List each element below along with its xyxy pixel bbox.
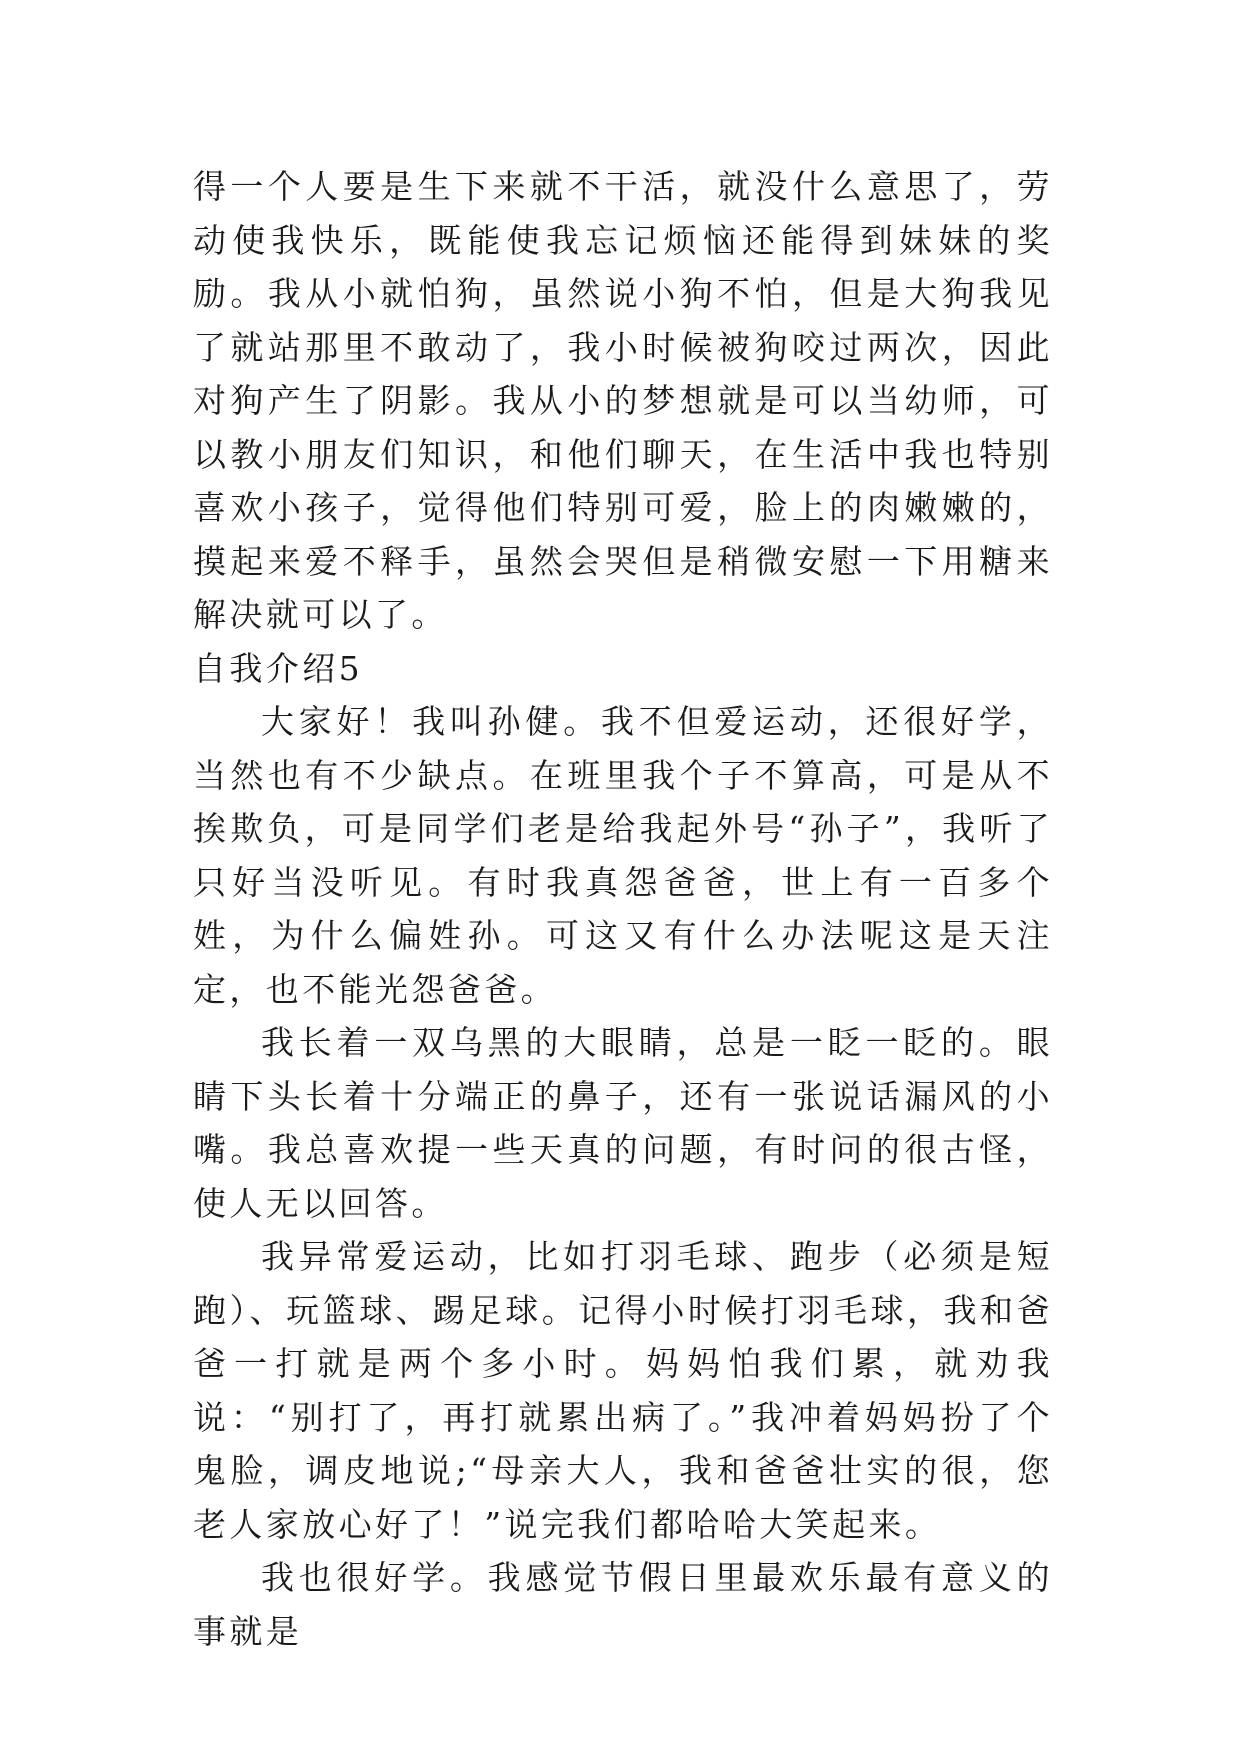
document-body [193,160,1053,1658]
paragraph-intro: 大家好！我叫孙健。我不但爱运动，还很好学，当然也有不少缺点。在班里我个子不算高，可是从不挨欺负，可是同学们老是给我起外号“孙子”，我听了只好当没听见。有时我真怨爸爸，世上有一百多个姓，为什么偏姓孙。可这又有什么办法呢这是天注定，也不能光怨爸爸。 [193,702,1053,1009]
section-heading: 自我介绍5 [193,648,363,688]
paragraph-sports: 我异常爱运动，比如打羽毛球、跑步（必须是短跑）、玩篮球、踢足球。记得小时候打羽毛球，我和爸爸一打就是两个多小时。妈妈怕我们累，就劝我说：“别打了，再打就累出病了。”我冲着妈妈扮了个鬼脸，调皮地说;“母亲大人，我和爸爸壮实的很，您老人家放心好了！”说完我们都哈哈大笑起来。 [193,1237,1053,1544]
paragraph-continued: 得一个人要是生下来就不干活，就没什么意思了，劳动使我快乐，既能使我忘记烦恼还能得到妹妹的奖励。我从小就怕狗，虽然说小狗不怕，但是大狗我见了就站那里不敢动了，我小时候被狗咬过两次，因此对狗产生了阴影。我从小的梦想就是可以当幼师，可以教小朋友们知识，和他们聊天，在生活中我也特别喜欢小孩子，觉得他们特别可爱，脸上的肉嫩嫩的，摸起来爱不释手，虽然会哭但是稍微安慰一下用糖来解决就可以了。 [193,167,1053,634]
paragraph-appearance: 我长着一双乌黑的大眼睛，总是一眨一眨的。眼睛下头长着十分端正的鼻子，还有一张说话漏风的小嘴。我总喜欢提一些天真的问题，有时问的很古怪，使人无以回答。 [193,1023,1053,1223]
paragraph-study: 我也很好学。我感觉节假日里最欢乐最有意义的事就是 [193,1558,1053,1651]
